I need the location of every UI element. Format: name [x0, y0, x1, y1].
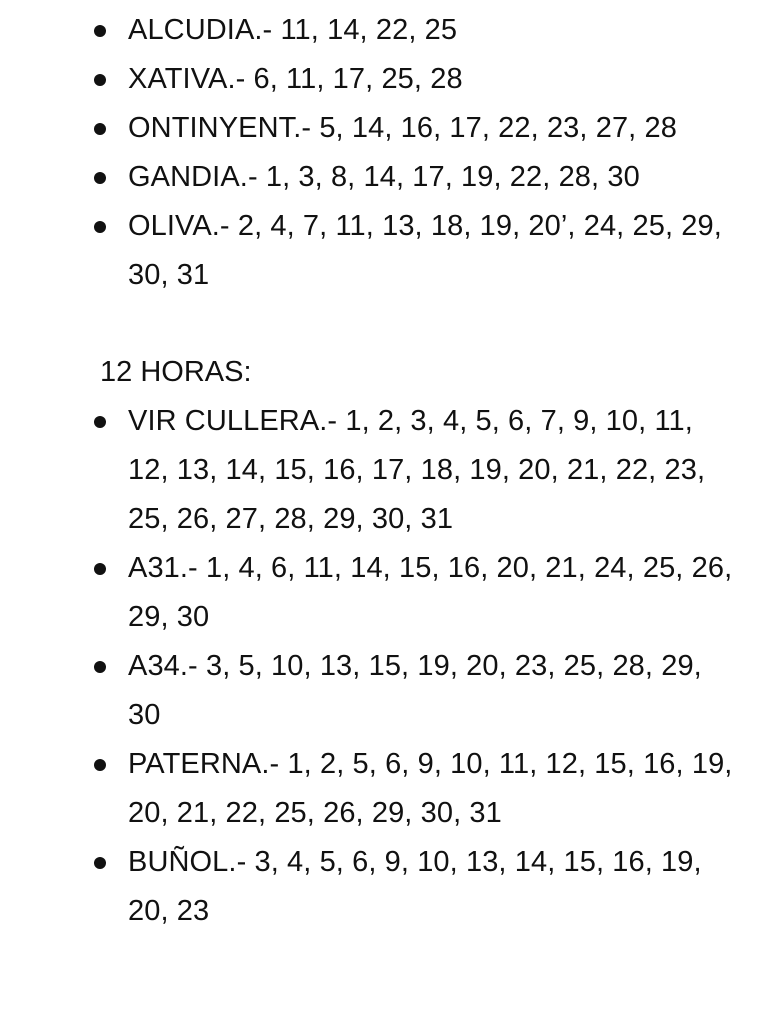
- list-item: [0, 55, 773, 104]
- location-list-12-horas: [0, 397, 773, 936]
- list-item: [0, 544, 773, 642]
- bullet-icon: [94, 74, 106, 86]
- section-spacer: [0, 300, 773, 348]
- list-item-text: BUÑOL.- 3, 4, 5, 6, 9, 10, 13, 14, 15, 16, 19, 20, 23: [128, 846, 702, 927]
- location-list-top: [0, 6, 773, 300]
- list-item-text: ALCUDIA.- 11, 14, 22, 25: [128, 14, 458, 46]
- bullet-icon: [94, 661, 106, 673]
- list-item-text: A34.- 3, 5, 10, 13, 15, 19, 20, 23, 25, 28, 29, 30: [128, 650, 702, 731]
- list-item: [0, 6, 773, 55]
- bullet-icon: [94, 172, 106, 184]
- bullet-icon: [94, 25, 106, 37]
- bullet-icon: [94, 416, 106, 428]
- list-item: [0, 397, 773, 544]
- bullet-icon: [94, 857, 106, 869]
- bullet-icon: [94, 759, 106, 771]
- document-body: [0, 6, 773, 936]
- list-item-text: VIR CULLERA.- 1, 2, 3, 4, 5, 6, 7, 9, 10, 11, 12, 13, 14, 15, 16, 17, 18, 19, 20, 21, 22, 23, 25, 26, 27, 28, 29, 30, 31: [128, 405, 706, 535]
- list-item: [0, 838, 773, 936]
- list-item: [0, 642, 773, 740]
- bullet-icon: [94, 221, 106, 233]
- list-item: [0, 740, 773, 838]
- list-item: [0, 202, 773, 300]
- bullet-icon: [94, 123, 106, 135]
- bullet-icon: [94, 563, 106, 575]
- list-item: [0, 153, 773, 202]
- list-item-text: A31.- 1, 4, 6, 11, 14, 15, 16, 20, 21, 24, 25, 26, 29, 30: [128, 552, 733, 633]
- list-item-text: GANDIA.- 1, 3, 8, 14, 17, 19, 22, 28, 30: [128, 161, 640, 193]
- list-item-text: OLIVA.- 2, 4, 7, 11, 13, 18, 19, 20’, 24, 25, 29, 30, 31: [128, 210, 722, 291]
- list-item-text: PATERNA.- 1, 2, 5, 6, 9, 10, 11, 12, 15, 16, 19, 20, 21, 22, 25, 26, 29, 30, 31: [128, 748, 733, 829]
- list-item-text: ONTINYENT.- 5, 14, 16, 17, 22, 23, 27, 28: [128, 112, 677, 144]
- list-item: [0, 104, 773, 153]
- section-title-12-horas: 12 HORAS:: [100, 356, 252, 388]
- list-item-text: XATIVA.- 6, 11, 17, 25, 28: [128, 63, 463, 95]
